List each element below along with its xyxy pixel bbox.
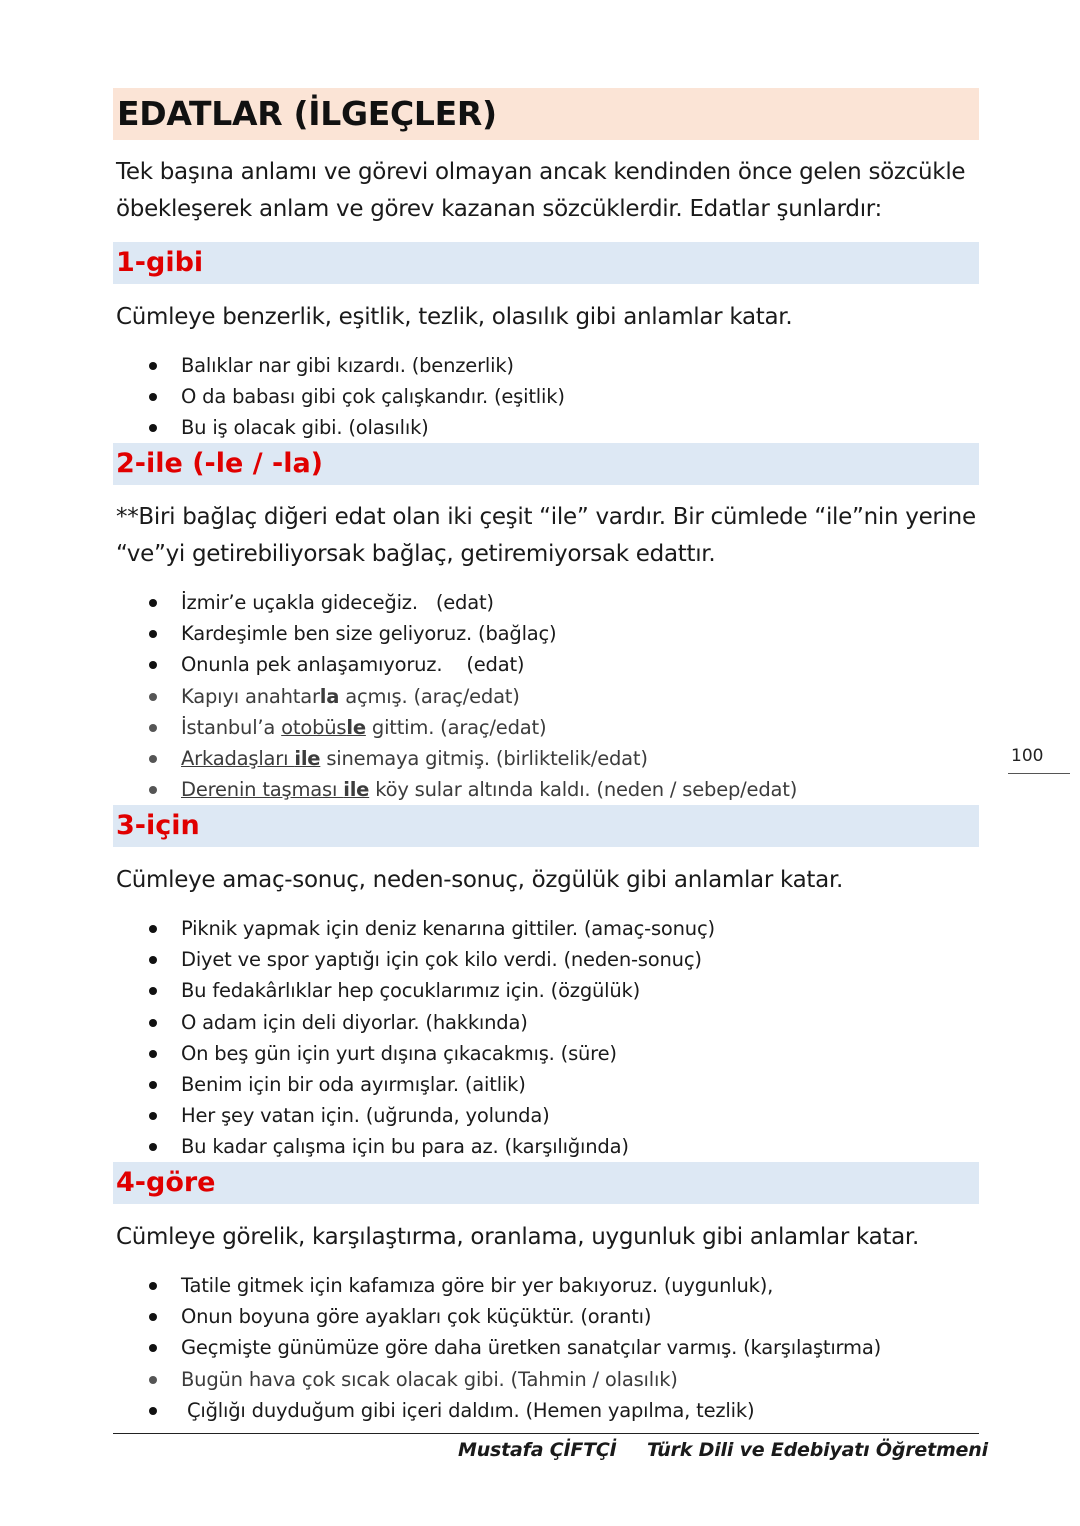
bullet-icon: [149, 1050, 157, 1058]
list-item: O da babası gibi çok çalışkandır. (eşitlik): [140, 381, 980, 412]
page-title: EDATLAR (İLGEÇLER): [117, 94, 497, 133]
list-item: Bu iş olacak gibi. (olasılık): [140, 412, 980, 443]
list-item: Balıklar nar gibi kızardı. (benzerlik): [140, 350, 980, 381]
list-item: Diyet ve spor yaptığı için çok kilo verdi. (neden-sonuç): [140, 944, 980, 975]
list-item: Bu fedakârlıklar hep çocuklarımız için. (özgülük): [140, 975, 980, 1006]
list-item: Her şey vatan için. (uğrunda, yolunda): [140, 1100, 980, 1131]
footer-role: Türk Dili ve Edebiyatı Öğretmeni: [647, 1439, 988, 1461]
section-title: 4-göre: [116, 1167, 216, 1198]
section-title: 2-ile (-le / -la): [116, 448, 324, 479]
bullet-icon: [149, 424, 157, 432]
intro-paragraph: Tek başına anlamı ve görevi olmayan ancak kendinden önce gelen sözcükle öbekleşerek anlam ve görev kazanan sözcüklerdir. Edatlar şunlardır:: [116, 159, 966, 222]
bullet-icon: [149, 956, 157, 964]
section-description: **Biri bağlaç diğeri edat olan iki çeşit “ile” vardır. Bir cümlede “ile”nin yerine “ve”yi getirebiliyorsak bağlaç, getiremiyorsak edattır.: [116, 504, 976, 567]
section-title: 1-gibi: [116, 247, 204, 278]
section-title: 3-için: [116, 810, 200, 841]
section-description: Cümleye benzerlik, eşitlik, tezlik, olasılık gibi anlamlar katar.: [116, 304, 793, 330]
list-item: On beş gün için yurt dışına çıkacakmış. (süre): [140, 1038, 980, 1069]
list-item: Geçmişte günümüze göre daha üretken sanatçılar varmış. (karşılaştırma): [140, 1332, 980, 1363]
bullet-icon: [149, 1282, 157, 1290]
section-description: Cümleye amaç-sonuç, neden-sonuç, özgülük gibi anlamlar katar.: [116, 867, 843, 893]
footer-divider: [113, 1433, 979, 1434]
section-heading-icin: [113, 805, 979, 847]
bullet-icon: [149, 661, 157, 669]
section-description: Cümleye görelik, karşılaştırma, oranlama, uygunluk gibi anlamlar katar.: [116, 1224, 919, 1250]
list-item: Onunla pek anlaşamıyoruz. (edat): [140, 649, 980, 680]
section-heading-ile: [113, 443, 979, 485]
bullet-icon: [149, 724, 157, 732]
example-list-gore: [140, 1270, 980, 1426]
bullet-icon: [149, 1313, 157, 1321]
list-item: Kardeşimle ben size geliyoruz. (bağlaç): [140, 618, 980, 649]
list-item: Piknik yapmak için deniz kenarına gittiler. (amaç-sonuç): [140, 913, 980, 944]
list-item: Bugün hava çok sıcak olacak gibi. (Tahmin / olasılık): [140, 1364, 980, 1395]
list-item: Arkadaşları ile sinemaya gitmiş. (birliktelik/edat): [140, 743, 980, 774]
list-item: Tatile gitmek için kafamıza göre bir yer bakıyoruz. (uygunluk),: [140, 1270, 980, 1301]
bullet-icon: [149, 1376, 157, 1384]
section-heading-gore: [113, 1162, 979, 1204]
bullet-icon: [149, 630, 157, 638]
section-heading-gibi: [113, 242, 979, 284]
list-item: Kapıyı anahtarla açmış. (araç/edat): [140, 681, 980, 712]
bullet-icon: [149, 1019, 157, 1027]
list-item: Çığlığı duyduğum gibi içeri daldım. (Hemen yapılma, tezlik): [140, 1395, 980, 1426]
bullet-icon: [149, 599, 157, 607]
page-number: 100: [1008, 744, 1070, 774]
list-item: Bu kadar çalışma için bu para az. (karşılığında): [140, 1131, 980, 1162]
example-list-gibi: [140, 350, 980, 444]
example-list-icin: [140, 913, 980, 1163]
bullet-icon: [149, 362, 157, 370]
bullet-icon: [149, 1112, 157, 1120]
example-list-ile: [140, 587, 980, 805]
bullet-icon: [149, 393, 157, 401]
bullet-icon: [149, 786, 157, 794]
list-item: İstanbul’a otobüsle gittim. (araç/edat): [140, 712, 980, 743]
list-item: Derenin taşması ile köy sular altında kaldı. (neden / sebep/edat): [140, 774, 980, 805]
title-banner: [113, 88, 979, 140]
list-item: İzmir’e uçakla gideceğiz. (edat): [140, 587, 980, 618]
footer-author: Mustafa ÇİFTÇİ: [458, 1439, 617, 1461]
bullet-icon: [149, 1081, 157, 1089]
list-item: Onun boyuna göre ayakları çok küçüktür. (orantı): [140, 1301, 980, 1332]
bullet-icon: [149, 1407, 157, 1415]
bullet-icon: [149, 987, 157, 995]
list-item: Benim için bir oda ayırmışlar. (aitlik): [140, 1069, 980, 1100]
bullet-icon: [149, 755, 157, 763]
bullet-icon: [149, 693, 157, 701]
bullet-icon: [149, 925, 157, 933]
list-item: O adam için deli diyorlar. (hakkında): [140, 1007, 980, 1038]
bullet-icon: [149, 1344, 157, 1352]
bullet-icon: [149, 1143, 157, 1151]
